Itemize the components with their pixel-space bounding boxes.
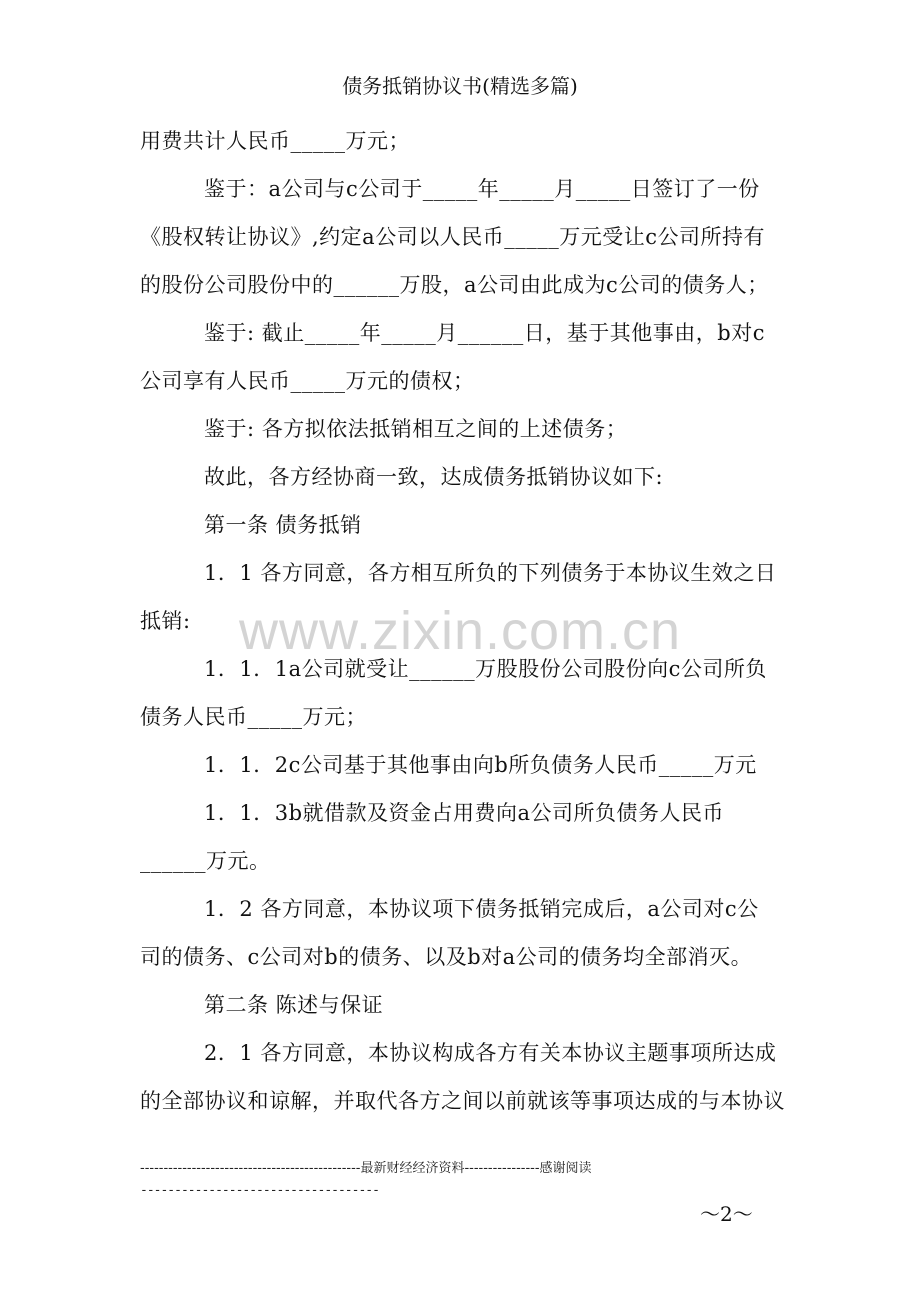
body-line: 1．1 各方同意，各方相互所负的下列债务于本协议生效之日 (204, 561, 777, 585)
section-heading: 第二条 陈述与保证 (204, 993, 384, 1017)
body-line: 故此，各方经协商一致，达成债务抵销协议如下: (204, 465, 664, 489)
document-title: 债务抵销协议书(精选多篇) (342, 74, 578, 98)
body-line: 1．1．3b就借款及资金占用费向a公司所负债务人民币 (204, 801, 725, 825)
body-line: 鉴于: 各方拟依法抵销相互之间的上述债务； (204, 417, 628, 441)
page-number: ～2～ (700, 1202, 753, 1226)
body-line: 鉴于: 截止_____年_____月______日，基于其他事由，b对c (204, 321, 765, 345)
body-line: 抵销: (140, 609, 191, 633)
footer-dashes: ----------------------------------- (140, 1183, 379, 1198)
body-line: 1．2 各方同意，本协议项下债务抵销完成后，a公司对c公 (204, 897, 759, 921)
body-line: 《股权转让协议》,约定a公司以人民币_____万元受让c公司所持有 (140, 225, 765, 249)
footer-line: -----------------------------------------------最新财经经济资料----------------感谢阅读 (140, 1161, 592, 1176)
body-line: 公司享有人民币_____万元的债权； (140, 369, 475, 393)
watermark: www.zixin.com.cn (238, 601, 682, 661)
body-line: ______万元。 (140, 849, 271, 873)
body-line: 用费共计人民币_____万元； (140, 129, 410, 153)
body-line: 的全部协议和谅解，并取代各方之间以前就该等事项达成的与本协议 (140, 1089, 785, 1113)
body-line: 债务人民币_____万元； (140, 705, 367, 729)
body-line: 1．1．1a公司就受让______万股股份公司股份向c公司所负 (204, 657, 767, 681)
body-line: 司的债务、c公司对b的债务、以及b对a公司的债务均全部消灭。 (140, 945, 753, 969)
body-line: 的股份公司股份中的______万股，a公司由此成为c公司的债务人； (140, 273, 769, 297)
body-line: 鉴于：a公司与c公司于_____年_____月_____日签订了一份 (204, 177, 760, 201)
body-line: 2．1 各方同意，本协议构成各方有关本协议主题事项所达成 (204, 1041, 777, 1065)
body-line: 1．1．2c公司基于其他事由向b所负债务人民币_____万元 (204, 753, 757, 777)
section-heading: 第一条 债务抵销 (204, 513, 362, 537)
